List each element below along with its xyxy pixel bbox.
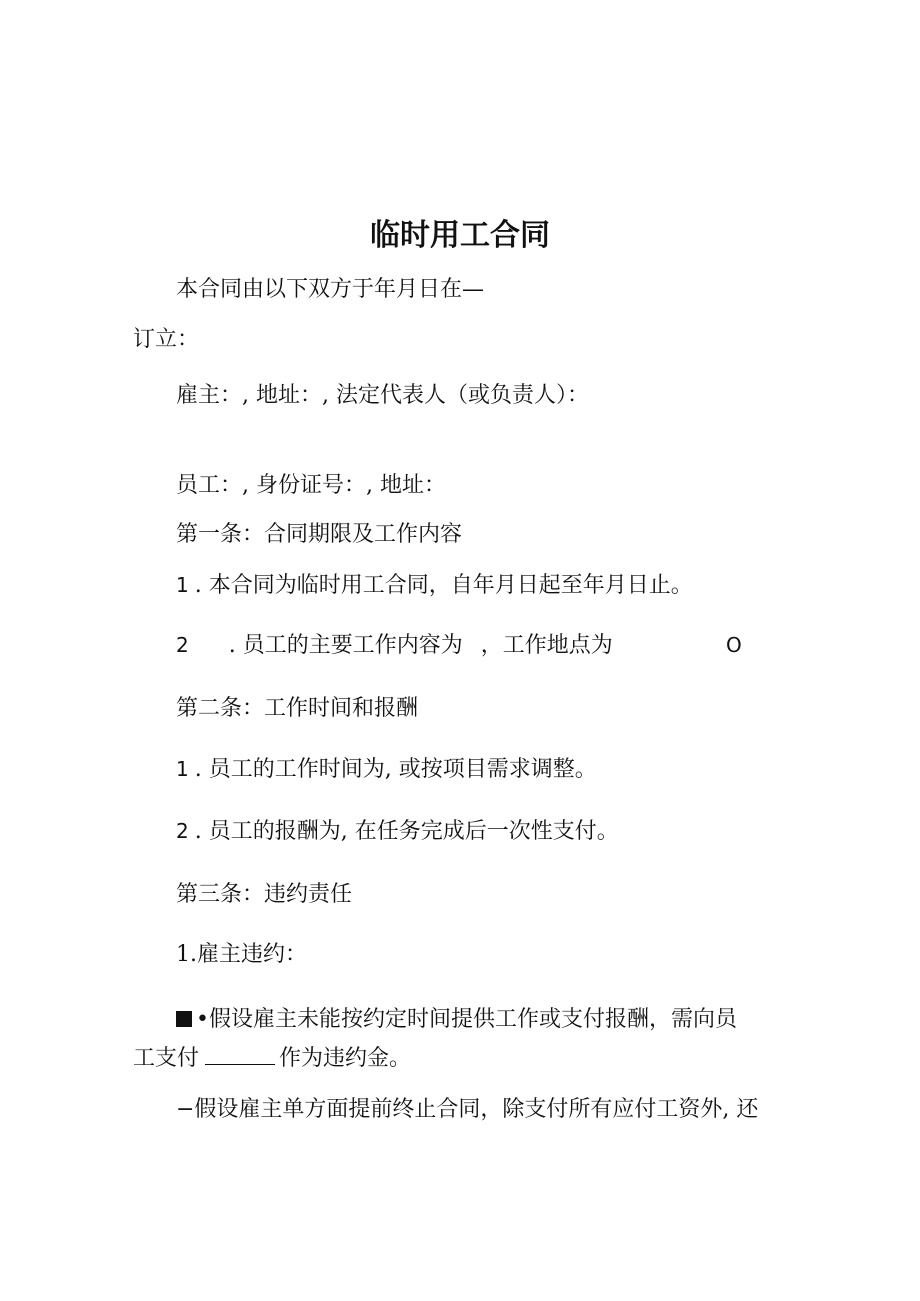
article-1-heading: 第一条：合同期限及工作内容 — [176, 522, 463, 547]
employee-line: 员工：, 身份证号：, 地址： — [176, 473, 446, 498]
document-title: 临时用工合同 — [370, 218, 550, 253]
item-number: 2 — [176, 633, 189, 657]
item-text: . 员工的工作时间为, 或按项目需求调整。 — [194, 757, 597, 782]
item-text-a: . 员工的主要工作内容为 — [228, 633, 463, 658]
bullet-text: •假设雇主未能按约定时间提供工作或支付报酬，需向员 — [196, 1007, 737, 1032]
article-3-sub-1: 1.雇主违约： — [176, 942, 307, 967]
item-text: . 本合同为临时用工合同，自年月日起至年月日止。 — [194, 573, 693, 598]
article-2-item-1 — [176, 754, 597, 785]
bullet-text-a: 工支付 — [133, 1046, 200, 1071]
intro-line-1: 本合同由以下双方于年月日在— — [176, 277, 485, 302]
article-2-item-2 — [176, 816, 619, 847]
article-2-heading: 第二条：工作时间和报酬 — [176, 696, 419, 721]
intro-line-2: 订立： — [133, 327, 200, 352]
article-3-bullet-2-line-1: −假设雇主单方面提前终止合同，除支付所有应付工资外, 还 — [176, 1097, 759, 1122]
article-1-item-1 — [176, 570, 693, 601]
article-3-bullet-1-line-1 — [176, 1005, 737, 1035]
item-end-mark: O — [726, 633, 742, 657]
item-text-b: ，工作地点为 — [480, 633, 613, 658]
bullet-text-b: 作为违约金。 — [279, 1046, 412, 1071]
item-number: 1 — [176, 757, 189, 781]
square-bullet-icon — [176, 1011, 192, 1027]
blank-underline — [205, 1044, 275, 1065]
article-3-bullet-1-line-2 — [133, 1044, 411, 1074]
article-3-heading: 第三条：违约责任 — [176, 882, 353, 907]
item-number: 1 — [176, 573, 189, 597]
item-number: 2 — [176, 819, 189, 843]
employer-line: 雇主：, 地址：, 法定代表人（或负责人）： — [176, 383, 589, 408]
item-text: . 员工的报酬为, 在任务完成后一次性支付。 — [194, 819, 619, 844]
article-1-item-2 — [176, 630, 756, 661]
